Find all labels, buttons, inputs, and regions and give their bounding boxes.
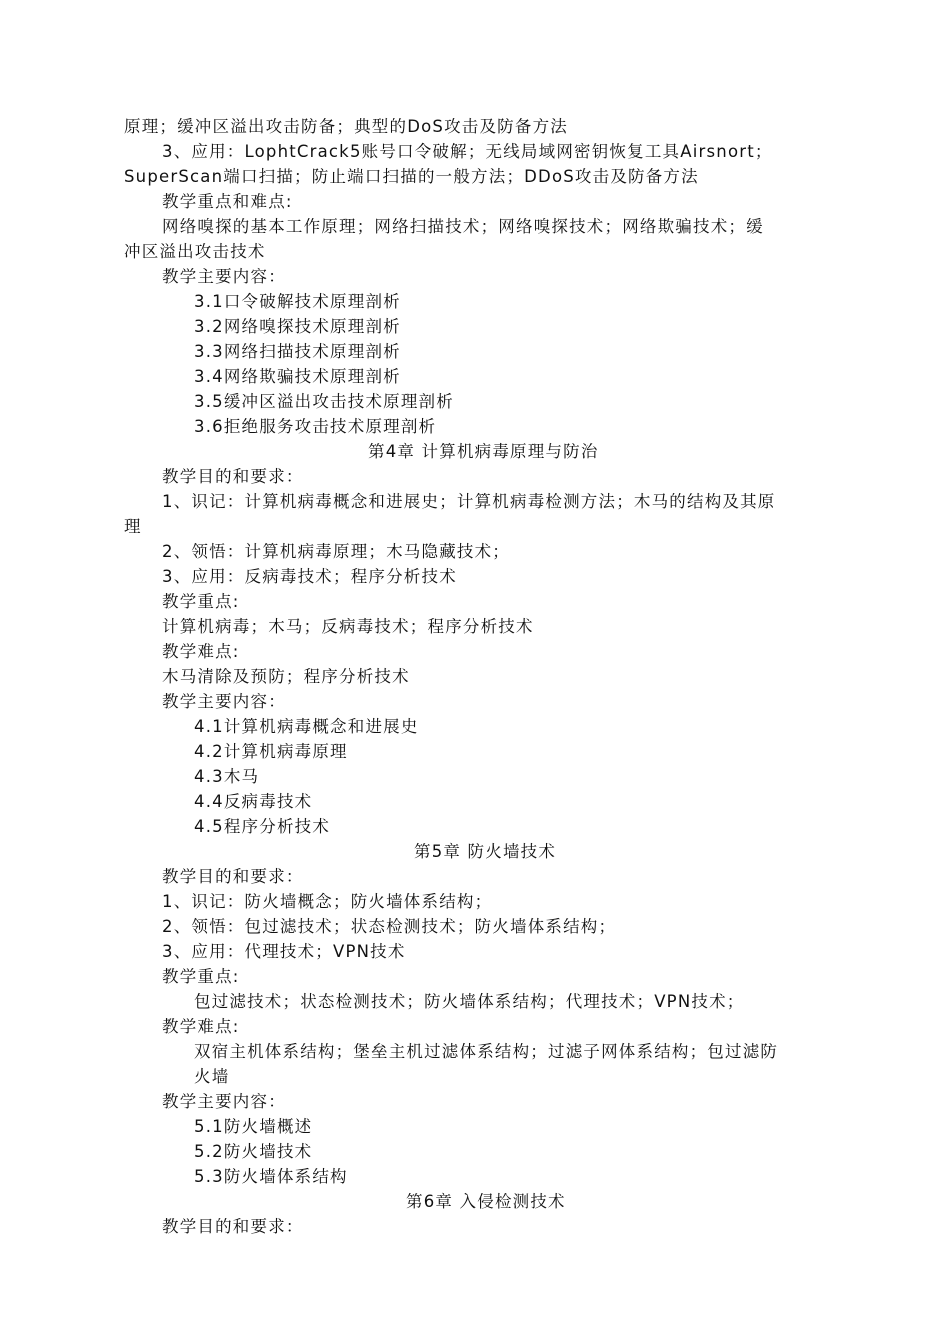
text-line: 双宿主机体系结构；堡垒主机过滤体系结构；过滤子网体系结构；包过滤防 <box>194 1042 779 1061</box>
text-line: 原理；缓冲区溢出攻击防备；典型的DoS攻击及防备方法 <box>124 117 568 136</box>
text-line: SuperScan端口扫描；防止端口扫描的一般方法；DDoS攻击及防备方法 <box>124 167 699 186</box>
section-heading: 教学目的和要求： <box>162 867 304 886</box>
text-line: 冲区溢出攻击技术 <box>124 242 266 261</box>
section-heading: 教学目的和要求： <box>162 467 304 486</box>
document-page <box>0 114 950 1239</box>
text-line: 1、识记：防火墙概念；防火墙体系结构； <box>162 892 493 911</box>
text-line: 2、领悟：包过滤技术；状态检测技术；防火墙体系结构； <box>162 917 617 936</box>
section-heading: 教学难点: <box>162 642 240 661</box>
list-item: 4.3木马 <box>194 767 260 786</box>
list-item: 3.4网络欺骗技术原理剖析 <box>194 367 401 386</box>
list-item: 5.3防火墙体系结构 <box>194 1167 348 1186</box>
text-line: 火墙 <box>194 1067 230 1086</box>
chapter-title: 第6章 入侵检测技术 <box>406 1192 566 1211</box>
list-item: 5.1防火墙概述 <box>194 1117 313 1136</box>
text-line: 计算机病毒；木马；反病毒技术；程序分析技术 <box>162 617 534 636</box>
list-item: 4.2计算机病毒原理 <box>194 742 348 761</box>
list-item: 4.4反病毒技术 <box>194 792 313 811</box>
text-line: 2、领悟：计算机病毒原理；木马隐藏技术； <box>162 542 510 561</box>
section-heading: 教学目的和要求： <box>162 1217 304 1236</box>
list-item: 4.5程序分析技术 <box>194 817 331 836</box>
section-heading: 教学难点: <box>162 1017 240 1036</box>
chapter-title: 第4章 计算机病毒原理与防治 <box>368 442 599 461</box>
text-line: 3、应用：LophtCrack5账号口令破解；无线局域网密钥恢复工具Airsnort； <box>162 142 773 161</box>
text-line: 3、应用：代理技术；VPN技术 <box>162 942 406 961</box>
list-item: 3.5缓冲区溢出攻击技术原理剖析 <box>194 392 454 411</box>
list-item: 3.1口令破解技术原理剖析 <box>194 292 401 311</box>
section-heading: 教学主要内容： <box>162 692 286 711</box>
section-heading: 教学主要内容： <box>162 267 286 286</box>
text-line: 理 <box>124 517 142 536</box>
list-item: 3.3网络扫描技术原理剖析 <box>194 342 401 361</box>
chapter-title: 第5章 防火墙技术 <box>414 842 557 861</box>
list-item: 3.2网络嗅探技术原理剖析 <box>194 317 401 336</box>
text-line: 木马清除及预防；程序分析技术 <box>162 667 410 686</box>
section-heading: 教学主要内容： <box>162 1092 286 1111</box>
list-item: 5.2防火墙技术 <box>194 1142 313 1161</box>
section-heading: 教学重点和难点: <box>162 192 293 211</box>
text-line: 网络嗅探的基本工作原理；网络扫描技术；网络嗅探技术；网络欺骗技术；缓 <box>162 217 764 236</box>
text-line: 1、识记：计算机病毒概念和进展史；计算机病毒检测方法；木马的结构及其原 <box>162 492 776 511</box>
section-heading: 教学重点: <box>162 967 240 986</box>
list-item: 4.1计算机病毒概念和进展史 <box>194 717 419 736</box>
section-heading: 教学重点: <box>162 592 240 611</box>
list-item: 3.6拒绝服务攻击技术原理剖析 <box>194 417 437 436</box>
text-line: 包过滤技术；状态检测技术；防火墙体系结构；代理技术；VPN技术； <box>194 992 745 1011</box>
text-line: 3、应用：反病毒技术；程序分析技术 <box>162 567 457 586</box>
